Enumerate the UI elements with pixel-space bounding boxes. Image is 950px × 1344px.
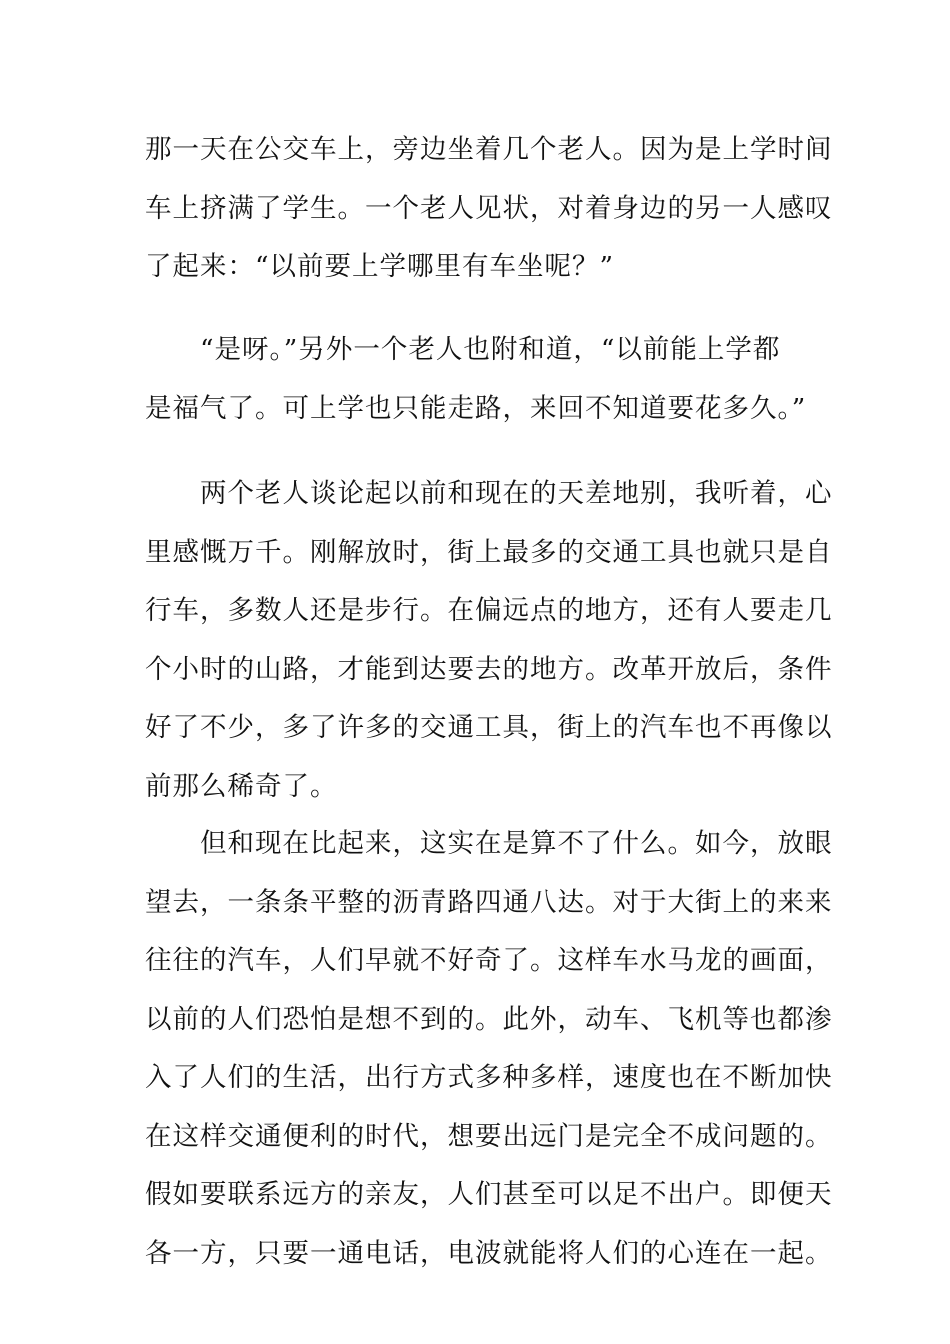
paragraph-2 xyxy=(145,321,810,438)
paragraph-line: 好了不少，多了许多的交通工具，街上的汽车也不再像以 xyxy=(145,712,833,743)
paragraph-line: 入了人们的生活，出行方式多种多样，速度也在不断加快 xyxy=(145,1062,833,1093)
paragraph-line: 是福气了。可上学也只能走路，来回不知道要花多久。” xyxy=(145,392,807,424)
paragraph-line: 但和现在比起来，这实在是算不了什么。如今，放眼 xyxy=(145,828,833,859)
paragraph-3 xyxy=(145,465,833,816)
paragraph-line: 以前的人们恐怕是想不到的。此外，动车、飞机等也都渗 xyxy=(145,1003,833,1035)
paragraph-line: 两个老人谈论起以前和现在的天差地别，我听着，心 xyxy=(145,478,833,509)
paragraph-line: 个小时的山路，才能到达要去的地方。改革开放后，条件 xyxy=(145,653,833,685)
paragraph-line: 行车，多数人还是步行。在偏远点的地方，还有人要走几 xyxy=(145,595,833,626)
paragraph-1 xyxy=(145,121,833,297)
paragraph-line: “是呀。”另外一个老人也附和道，“以前能上学都 xyxy=(145,334,781,365)
paragraph-line: 各一方，只要一通电话，电波就能将人们的心连在一起。 xyxy=(145,1237,833,1269)
paragraph-line: 里感慨万千。刚解放时，街上最多的交通工具也就只是自 xyxy=(145,536,833,568)
paragraph-line: 假如要联系远方的亲友，人们甚至可以足不出户。即便天 xyxy=(145,1179,833,1210)
paragraph-line: 那一天在公交车上，旁边坐着几个老人。因为是上学时间 xyxy=(145,134,833,165)
paragraph-line: 了起来：“以前要上学哪里有车坐呢？” xyxy=(145,251,615,282)
paragraph-line: 在这样交通便利的时代，想要出远门是完全不成问题的。 xyxy=(145,1120,833,1152)
paragraph-4 xyxy=(145,815,833,1283)
paragraph-line: 车上挤满了学生。一个老人见状，对着身边的另一人感叹 xyxy=(145,192,833,224)
paragraph-line: 前那么稀奇了。 xyxy=(145,770,338,802)
paragraph-line: 望去，一条条平整的沥青路四通八达。对于大街上的来来 xyxy=(145,886,833,918)
paragraph-line: 往往的汽车，人们早就不好奇了。这样车水马龙的画面， xyxy=(145,945,833,976)
